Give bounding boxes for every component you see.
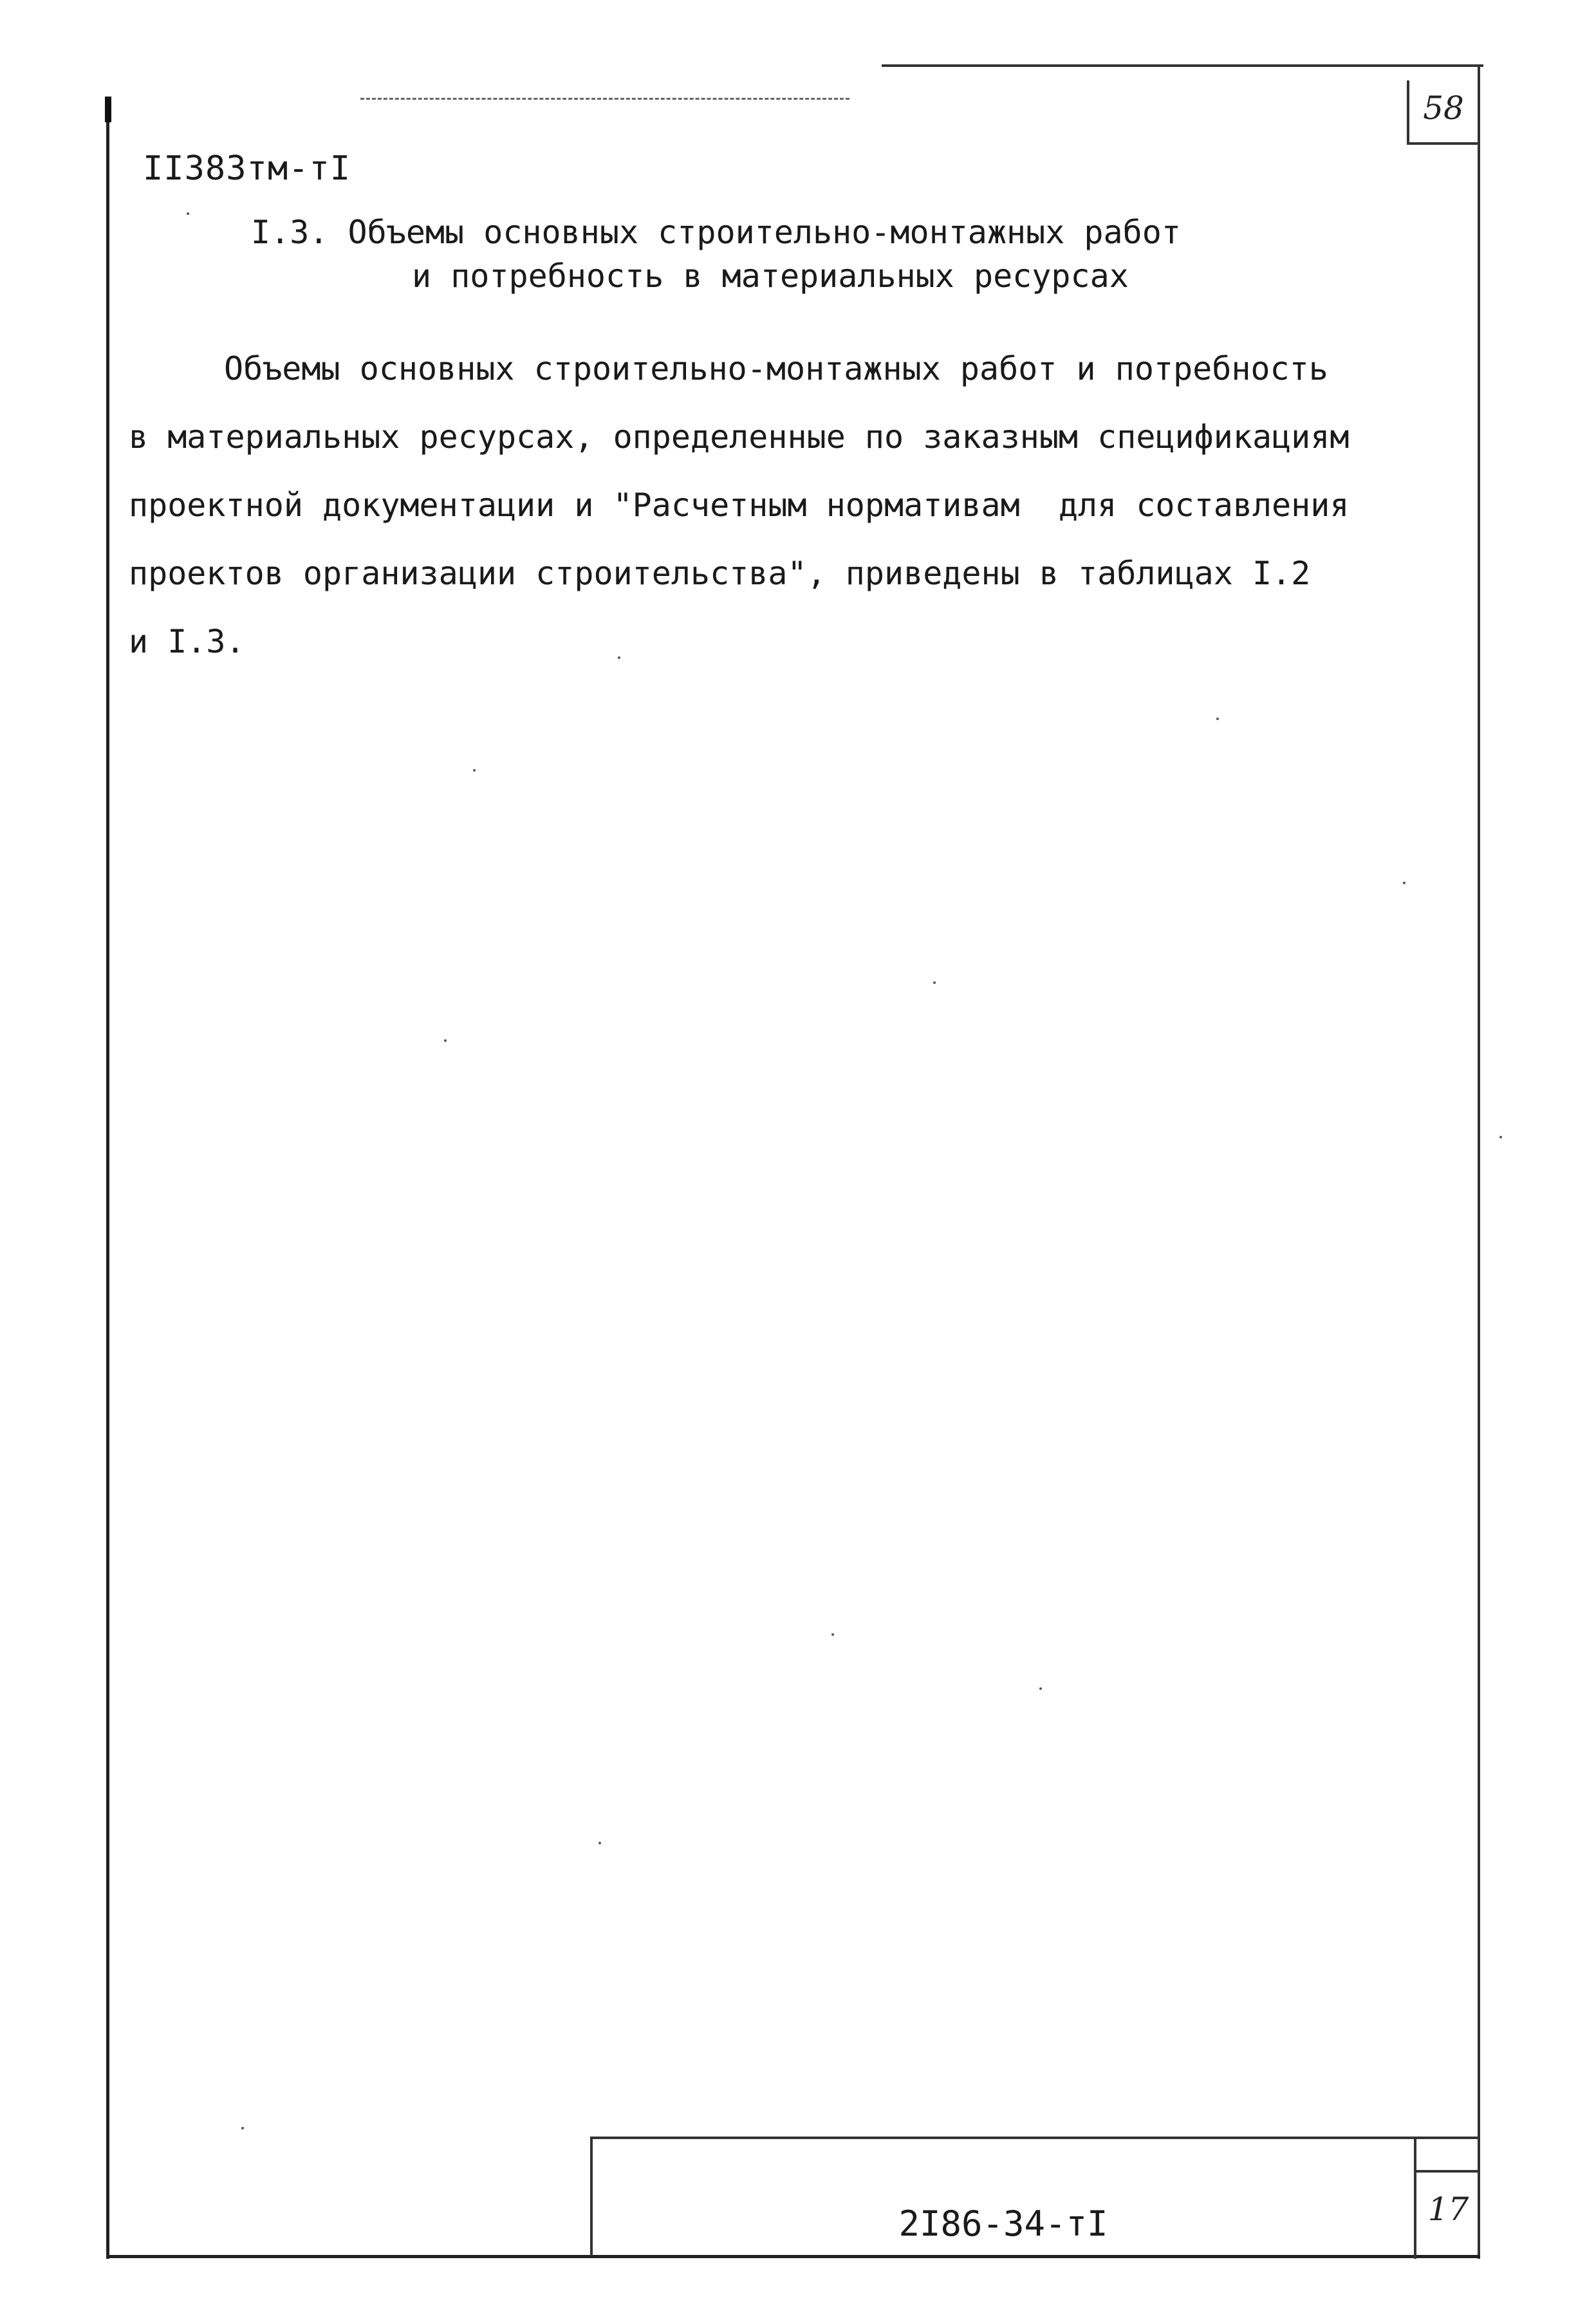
document-id: II383тм-тI: [143, 149, 351, 188]
scan-speck: [831, 1633, 834, 1636]
scan-speck: [933, 981, 936, 984]
paragraph-line: проектов организации строительства", приведены в таблицах I.2: [129, 555, 1311, 592]
body-paragraph: [129, 335, 1480, 676]
page-number: 58: [1423, 89, 1464, 127]
paragraph-line: и I.3.: [129, 623, 245, 660]
frame-top-border: [882, 64, 1483, 67]
frame-left-border: [106, 97, 109, 2259]
page-number-box: [1407, 80, 1478, 145]
title-block-sheet-cell-line: [1414, 2170, 1480, 2173]
scan-speck: [598, 1842, 601, 1844]
scan-speck: [1039, 1687, 1042, 1690]
scan-speck: [1499, 1136, 1502, 1138]
paragraph-line: в материальных ресурсах, определенные по заказным спецификациям: [129, 418, 1350, 456]
scan-speck: [473, 769, 476, 772]
section-title-line-1: I.3. Объемы основных строительно-монтажных работ: [251, 214, 1181, 251]
title-block: [590, 2137, 1478, 2256]
scan-speck: [1216, 718, 1219, 720]
scan-speck: [618, 656, 620, 659]
section-title-line-2: и потребность в материальных ресурсах: [412, 257, 1129, 295]
frame-top-dashed-border: [360, 98, 849, 100]
scan-speck: [444, 1039, 447, 1042]
frame-left-mark: [105, 97, 111, 122]
document-code: 2I86-34-тI: [898, 2203, 1108, 2244]
paragraph-line: проектной документации и "Расчетным нормативам для составления: [129, 487, 1350, 524]
paragraph-line: Объемы основных строительно-монтажных работ и потребность: [224, 350, 1328, 387]
sheet-number: 17: [1427, 2191, 1469, 2228]
scan-speck: [241, 2127, 244, 2129]
scan-speck: [1403, 882, 1406, 884]
scan-speck: [187, 212, 189, 215]
